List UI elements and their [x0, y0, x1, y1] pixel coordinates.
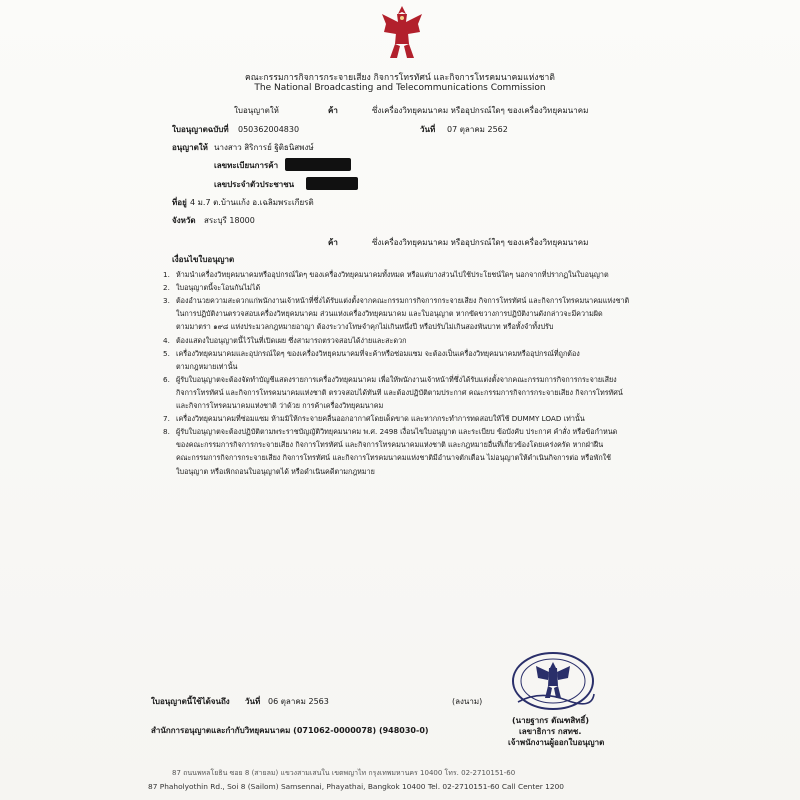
redaction-bar [306, 177, 358, 190]
commission-name-thai: คณะกรรมการกิจการกระจายเสียง กิจการโทรทัศน์ และกิจการโทรคมนาคมแห่งชาติ [244, 73, 556, 83]
condition-number: 3. [163, 296, 170, 306]
condition-line: กิจการโทรทัศน์ และกิจการโทรคมนาคมแห่งชาติ ตรวจสอบได้ทันที และต้องปฏิบัติตามประกาศ คณะกรรมการกิจการกระจายเสียง กิจการโทรทัศน์ [176, 387, 623, 397]
condition-number: 2. [163, 283, 170, 293]
signer-name: (นายฐากร ตัณฑสิทธิ์) [512, 716, 590, 725]
condition-line: ต้องแสดงใบอนุญาตนี้ไว้ในที่เปิดเผย ซึ่งสามารถตรวจสอบได้ง่ายและสะดวก [176, 335, 407, 345]
license-object-2: ซึ่งเครื่องวิทยุคมนาคม หรืออุปกรณ์ใดๆ ของเครื่องวิทยุคมนาคม [372, 238, 589, 247]
condition-line: เครื่องวิทยุคมนาคมที่ซ่อมแซม ห้ามมิให้กระจายคลื่นออกอากาศโดยเด็ดขาด และหากกระทำการทดสอบให้ใช้ DUMMY LOAD เท่านั้น [176, 414, 585, 424]
office-name: สำนักการอนุญาตและกำกับวิทยุคมนาคม (071062-0000078) (948030-0) [151, 726, 429, 735]
condition-line: คณะกรรมการกิจการกระจายเสียง กิจการโทรทัศน์ และกิจการโทรคมนาคมแห่งชาติมีอำนาจตักเตือน ไม่อนุญาตให้ดำเนินกิจการต่อ หรือพักใช้ [176, 453, 612, 463]
address-english-footer: 87 Phaholyothin Rd., Soi 8 (Sailom) Samsennai, Phayathai, Bangkok 10400 Tel. 02-2710151-60 Call Center 1200 [148, 782, 564, 791]
address-value: 4 ม.7 ต.บ้านแก้ง อ.เฉลิมพระเกียรติ [190, 198, 314, 207]
condition-line: ใบอนุญาต หรือเพิกถอนใบอนุญาตได้ หรือดำเนินคดีตามกฎหมาย [176, 466, 375, 476]
validity-date: 06 ตุลาคม 2563 [268, 697, 329, 706]
condition-line: ใบอนุญาตนี้จะโอนกันไม่ได้ [176, 283, 261, 293]
grantee-label: อนุญาตให้ [172, 143, 208, 152]
license-object: ซึ่งเครื่องวิทยุคมนาคม หรืออุปกรณ์ใดๆ ของเครื่องวิทยุคมนาคม [372, 106, 589, 115]
license-number: 050362004830 [238, 125, 300, 134]
signer-title: เลขาธิการ กสทช. [519, 727, 582, 736]
trade-reg-label: เลขทะเบียนการค้า [214, 161, 279, 170]
license-number-label: ใบอนุญาตฉบับที่ [172, 125, 229, 134]
sign-label: (ลงนาม) [452, 697, 483, 706]
license-action-2: ค้า [328, 238, 338, 247]
condition-line: ผู้รับใบอนุญาตจะต้องปฏิบัติตามพระราชบัญญัติวิทยุคมนาคม พ.ศ. 2498 เงื่อนไขใบอนุญาต และระเบียบ ข้อบังคับ ประกาศ คำสั่ง หรือข้อกำหนด [176, 427, 618, 437]
condition-number: 5. [163, 348, 170, 358]
condition-line: ต้องอำนวยความสะดวกแก่พนักงานเจ้าหน้าที่ซึ่งได้รับแต่งตั้งจากคณะกรรมการกิจการกระจายเสียง กิจการโทรทัศน์ และกิจการโทรคมนาคมแห่งชาติ [176, 296, 630, 306]
commission-name-english: The National Broadcasting and Telecommunications Commission [254, 83, 546, 93]
garuda-emblem-icon [380, 4, 424, 60]
license-action: ค้า [328, 106, 338, 115]
license-date-label: วันที่ [420, 125, 436, 134]
condition-line: ห้ามนำเครื่องวิทยุคมนาคมหรืออุปกรณ์ใดๆ ของเครื่องวิทยุคมนาคมทั้งหมด หรือแต่บางส่วนไปใช้ประโยชน์ใดๆ นอกจากที่ปรากฏในใบอนุญาต [176, 270, 609, 279]
condition-line: ผู้รับใบอนุญาตจะต้องจัดทำบัญชีแสดงรายการเครื่องวิทยุคมนาคม เพื่อให้พนักงานเจ้าหน้าที่ซึ่งได้รับแต่งตั้งจากคณะกรรมการกิจการกระจายเสียง [176, 374, 617, 384]
grantee-name: นางสาว สิริการย์ ฐิติธนิสพงษ์ [214, 143, 314, 152]
condition-number: 4. [163, 335, 170, 345]
condition-number: 7. [163, 414, 170, 424]
validity-date-label: วันที่ [245, 697, 261, 706]
redaction-bar [285, 158, 351, 171]
seal-stamp-icon [510, 650, 596, 712]
license-date: 07 ตุลาคม 2562 [447, 125, 508, 134]
condition-line: ตามกฎหมายเท่านั้น [176, 361, 238, 371]
condition-line: ของคณะกรรมการกิจการกระจายเสียง กิจการโทรทัศน์ และกิจการโทรคมนาคมแห่งชาติ และกฎหมายอื่นที่เกี่ยวข้องโดยเคร่งครัด หากฝ่าฝืน [176, 440, 604, 450]
condition-number: 8. [163, 427, 170, 437]
condition-number: 1. [163, 270, 170, 279]
citizen-id-label: เลขประจำตัวประชาชน [214, 180, 295, 189]
condition-line: ตามมาตรา ๑๙๘ แห่งประมวลกฎหมายอาญา ต้องระวางโทษจำคุกไม่เกินหนึ่งปี หรือปรับไม่เกินสองพันบาท หรือทั้งจำทั้งปรับ [176, 322, 554, 332]
conditions-title: เงื่อนไขใบอนุญาต [172, 255, 235, 264]
address-thai-footer: 87 ถนนพหลโยธิน ซอย 8 (สายลม) แขวงสามเสนใน เขตพญาไท กรุงเทพมหานคร 10400 โทร. 02-2710151-60 [172, 769, 516, 777]
condition-number: 6. [163, 374, 170, 384]
license-label: ใบอนุญาตให้ [234, 106, 279, 115]
condition-line: และกิจการโทรคมนาคมแห่งชาติ ว่าด้วย การค้าเครื่องวิทยุคมนาคม [176, 401, 384, 410]
validity-label: ใบอนุญาตนี้ใช้ได้จนถึง [151, 697, 230, 706]
condition-line: ในการปฏิบัติงานตรวจสอบเครื่องวิทยุคมนาคม ส่วนแห่งเครื่องวิทยุคมนาคม และใบอนุญาต หากขัดขวางการปฏิบัติงานดังกล่าวจะมีความผิด [176, 309, 603, 319]
province-value: สระบุรี 18000 [204, 216, 255, 225]
province-label: จังหวัด [172, 216, 196, 225]
condition-line: เครื่องวิทยุคมนาคมและอุปกรณ์ใดๆ ของเครื่องวิทยุคมนาคมที่จะค้าหรือซ่อมแซม จะต้องเป็นเครื่องวิทยุคมนาคมหรืออุปกรณ์ที่ถูกต้อง [176, 348, 580, 358]
address-label: ที่อยู่ [172, 198, 187, 207]
signer-role: เจ้าพนักงานผู้ออกใบอนุญาต [508, 738, 605, 747]
